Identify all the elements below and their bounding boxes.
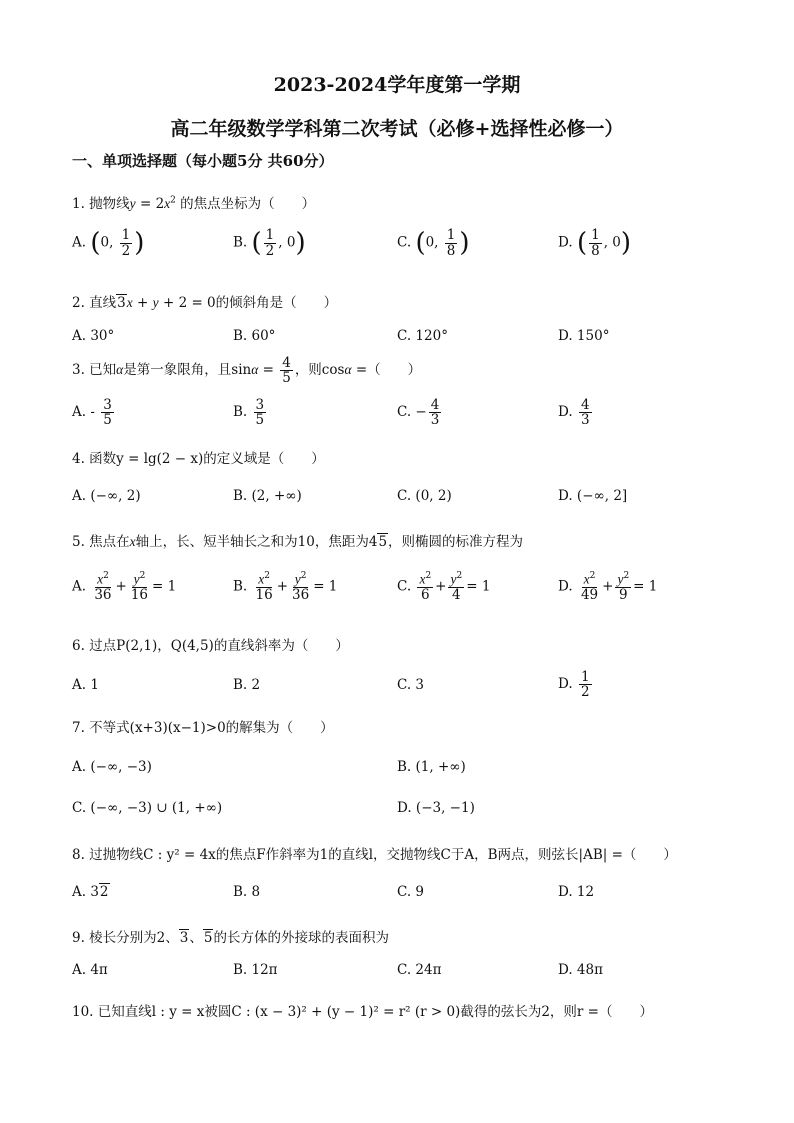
q5-option-b[interactable]: B. $\frac{x^2}{16}$ + $\frac{y^2}{36}$ = 1 xyxy=(233,571,338,603)
q4-option-b[interactable]: B. (2, +∞) xyxy=(233,488,302,504)
exam-subject-title: 高二年级数学学科第二次考试（必修+选择性必修一） xyxy=(170,118,624,140)
q6-option-c[interactable]: C. 3 xyxy=(397,677,425,693)
q3-option-d[interactable]: D. $\frac{4}{3}$ xyxy=(558,397,590,429)
q5-option-d[interactable]: D. $\frac{x^2}{49}$ + $\frac{y^2}{9}$ = 1 xyxy=(558,571,658,603)
q5-option-a[interactable]: A. $\frac{x^2}{36}$ + $\frac{y^2}{16}$ = 1 xyxy=(72,571,177,603)
q2-option-d[interactable]: D. 150° xyxy=(558,328,610,344)
question-4-stem: 4. 函数y = lg(2 − x)的定义域是（ ） xyxy=(72,451,325,467)
q5-option-c[interactable]: C. $\frac{x^2}{6}$ + $\frac{y^2}{4}$ = 1 xyxy=(397,571,491,603)
q6-option-b[interactable]: B. 2 xyxy=(233,677,261,693)
q4-option-d[interactable]: D. (−∞, 2] xyxy=(558,488,628,504)
question-8-stem: 8. 过抛物线C : y² = 4x的焦点F作斜率为1的直线l，交抛物线C于A，B两点，则弦长|AB| =（ ） xyxy=(72,847,677,863)
q1-option-c[interactable]: C. (0, $\frac{1}{8}$ ) xyxy=(397,227,470,259)
q3-option-a[interactable]: A. - $\frac{3}{5}$ xyxy=(72,397,112,429)
q9-option-a[interactable]: A. 4π xyxy=(72,962,108,978)
question-1-stem: 1. 抛物线$y = 2x^2$ 的焦点坐标为（ ） xyxy=(72,195,316,212)
question-2-stem: 2. 直线3x + y + 2 = 0的倾斜角是（ ） xyxy=(72,295,338,311)
question-7-stem: 7. 不等式(x+3)(x−1)>0的解集为（ ） xyxy=(72,720,334,736)
q4-option-a[interactable]: A. (−∞, 2) xyxy=(72,488,141,504)
q2-option-b[interactable]: B. 60° xyxy=(233,328,276,344)
q1-option-b[interactable]: B. ( $\frac{1}{2}$ , 0) xyxy=(233,227,306,259)
q7-option-d[interactable]: D. (−3, −1) xyxy=(397,800,475,816)
q8-option-c[interactable]: C. 9 xyxy=(397,884,425,900)
q8-option-d[interactable]: D. 12 xyxy=(558,884,595,900)
q9-option-c[interactable]: C. 24π xyxy=(397,962,442,978)
q2-option-c[interactable]: C. 120° xyxy=(397,328,448,344)
q6-option-d[interactable]: D. $\frac{1}{2}$ xyxy=(558,669,590,701)
q3-option-c[interactable]: C. − $\frac{4}{3}$ xyxy=(397,397,440,429)
q9-option-b[interactable]: B. 12π xyxy=(233,962,278,978)
question-9-stem: 9. 棱长分别为2、3、5的长方体的外接球的表面积为 xyxy=(72,930,389,946)
q1-option-a[interactable]: A. (0, $\frac{1}{2}$ ) xyxy=(72,227,145,259)
q3-option-b[interactable]: B. $\frac{3}{5}$ xyxy=(233,397,265,429)
q2-option-a[interactable]: A. 30° xyxy=(72,328,115,344)
question-5-stem: 5. 焦点在x轴上，长、短半轴长之和为10，焦距为45，则椭圆的标准方程为 xyxy=(72,534,524,550)
q6-option-a[interactable]: A. 1 xyxy=(72,677,99,693)
q7-option-a[interactable]: A. (−∞, −3) xyxy=(72,759,152,775)
q9-option-d[interactable]: D. 48π xyxy=(558,962,603,978)
q1-option-d[interactable]: D. ( $\frac{1}{8}$ , 0) xyxy=(558,227,632,259)
q8-option-a[interactable]: A. 32 xyxy=(72,884,109,900)
q4-option-c[interactable]: C. (0, 2) xyxy=(397,488,452,504)
question-10-stem: 10. 已知直线l : y = x被圆C : (x − 3)² + (y − 1)² = r² (r > 0)截得的弦长为2，则r =（ ） xyxy=(72,1004,653,1020)
q7-option-b[interactable]: B. (1, +∞) xyxy=(397,759,466,775)
q7-option-c[interactable]: C. (−∞, −3) ∪ (1, +∞) xyxy=(72,800,223,816)
question-6-stem: 6. 过点P(2,1)，Q(4,5)的直线斜率为（ ） xyxy=(72,638,349,654)
exam-year-title: 2023-2024学年度第一学期 xyxy=(273,74,521,96)
question-3-stem: 3. 已知α是第一象限角，且sinα = $\frac{4}{5}$ ，则cosα =（ ） xyxy=(72,355,422,387)
q8-option-b[interactable]: B. 8 xyxy=(233,884,261,900)
section-heading: 一、单项选择题（每小题5分 共60分） xyxy=(72,152,334,170)
